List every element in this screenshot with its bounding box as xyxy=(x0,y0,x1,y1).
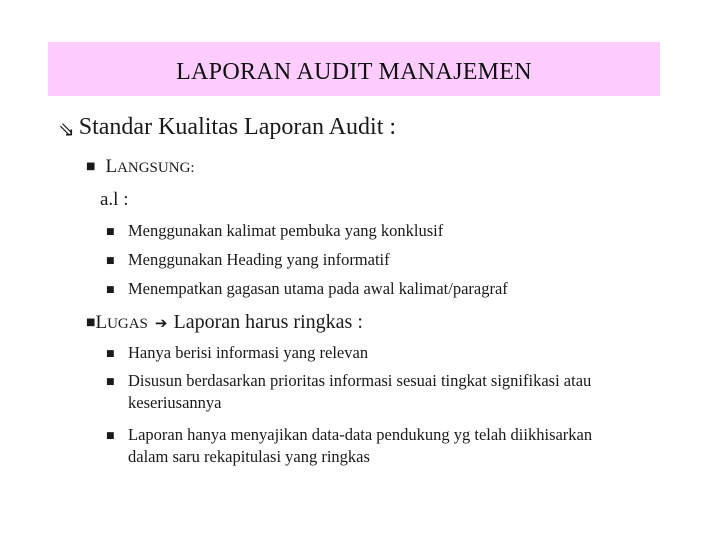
main-bullet xyxy=(58,114,396,141)
list-item-text: Laporan hanya menyajikan data-data pendukung yg telah diikhisarkan dalam saru rekapitulasi yang ringkas xyxy=(128,425,593,466)
square-bullet-icon: ■ xyxy=(106,349,115,359)
lugas-text: Laporan harus ringkas : xyxy=(173,311,363,333)
square-bullet-icon: ■ xyxy=(106,377,115,387)
list-item xyxy=(106,279,508,299)
slide-title: LAPORAN AUDIT MANAJEMEN xyxy=(176,58,532,85)
langsung-sub-heading: a.l : xyxy=(100,189,129,210)
langsung-rest: ANGSUNG xyxy=(117,160,191,176)
right-arrow-icon: ➔ xyxy=(154,314,168,332)
list-item-text: Menggunakan Heading yang informatif xyxy=(128,250,390,269)
list-item xyxy=(106,221,443,241)
lugas-bullet xyxy=(86,311,363,334)
list-item xyxy=(106,370,658,414)
arrow-icon: ⇘ xyxy=(58,116,75,141)
list-item xyxy=(106,343,368,363)
square-bullet-icon: ■ xyxy=(106,227,115,237)
list-item-text: Menempatkan gagasan utama pada awal kalimat/paragraf xyxy=(128,279,508,298)
square-bullet-icon: ■ xyxy=(86,317,96,328)
list-item-text: Menggunakan kalimat pembuka yang konklusif xyxy=(128,221,444,240)
main-bullet-text: Standar Kualitas Laporan Audit : xyxy=(78,114,397,140)
lugas-rest: UGAS xyxy=(107,316,148,332)
square-bullet-icon: ■ xyxy=(106,256,115,266)
square-bullet-icon: ■ xyxy=(106,431,115,441)
square-bullet-icon: ■ xyxy=(86,161,96,172)
title-banner xyxy=(48,42,660,96)
list-item-text: Disusun berdasarkan prioritas informasi sesuai tingkat signifikasi atau keseriusannya xyxy=(128,371,592,412)
lugas-first-letter: L xyxy=(95,312,108,333)
langsung-bullet xyxy=(86,156,195,178)
square-bullet-icon: ■ xyxy=(106,285,115,295)
list-item xyxy=(106,250,390,270)
langsung-first-letter: L xyxy=(105,156,118,177)
list-item-text: Hanya berisi informasi yang relevan xyxy=(128,343,369,362)
list-item xyxy=(106,424,598,468)
langsung-suffix: : xyxy=(190,160,195,176)
